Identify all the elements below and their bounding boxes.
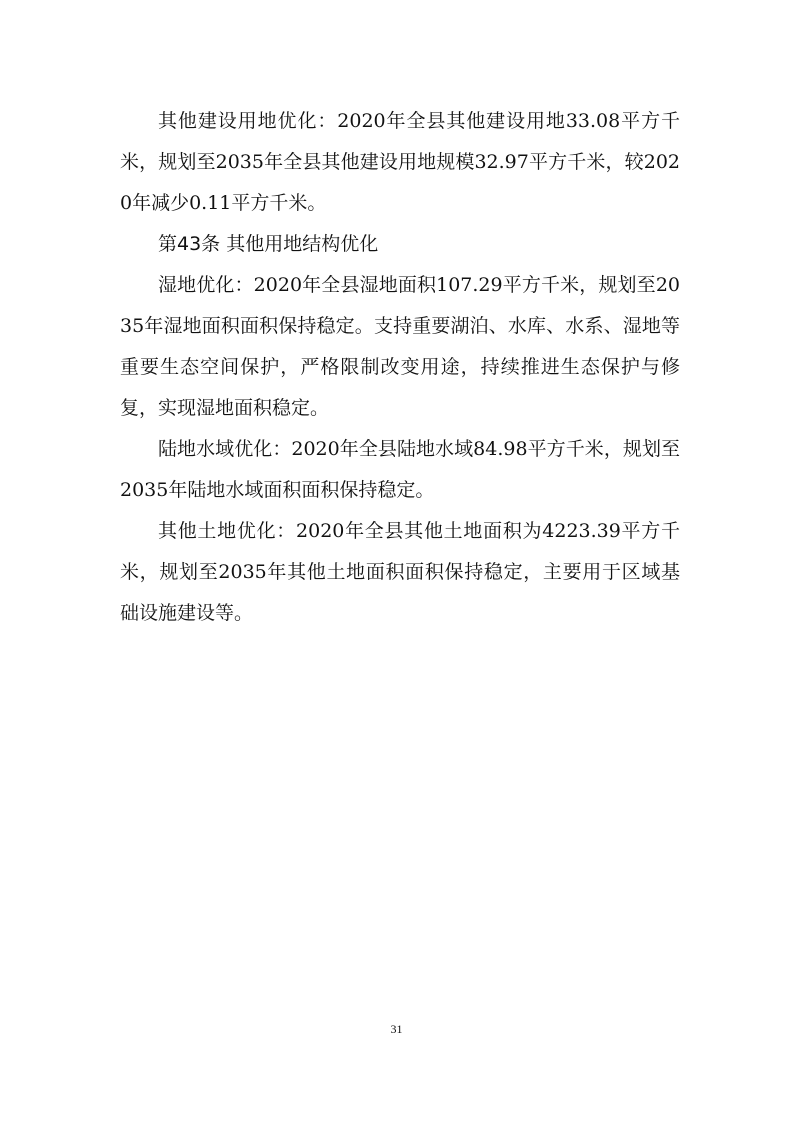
- page-number: 31: [390, 1022, 403, 1036]
- paragraph-other-construction-land: 其他建设用地优化：2020年全县其他建设用地33.08平方千米，规划至2035年全县其他建设用地规模32.97平方千米，较2020年减少0.11平方千米。: [120, 110, 680, 214]
- paragraph-land-water: 陆地水域优化：2020年全县陆地水域84.98平方千米，规划至2035年陆地水域面积面积保持稳定。: [120, 438, 680, 501]
- paragraph-other-land: 其他土地优化：2020年全县其他土地面积为4223.39平方千米，规划至2035年其他土地面积面积保持稳定，主要用于区域基础设施建设等。: [120, 520, 680, 624]
- article-43-heading: 第43条 其他用地结构优化: [158, 233, 379, 255]
- paragraph-wetland: 湿地优化：2020年全县湿地面积107.29平方千米，规划至2035年湿地面积面积保持稳定。支持重要湖泊、水库、水系、湿地等重要生态空间保护，严格限制改变用途，持续推进生态保护与修复，实现湿地面积稳定。: [120, 274, 680, 419]
- body-text: [120, 101, 680, 634]
